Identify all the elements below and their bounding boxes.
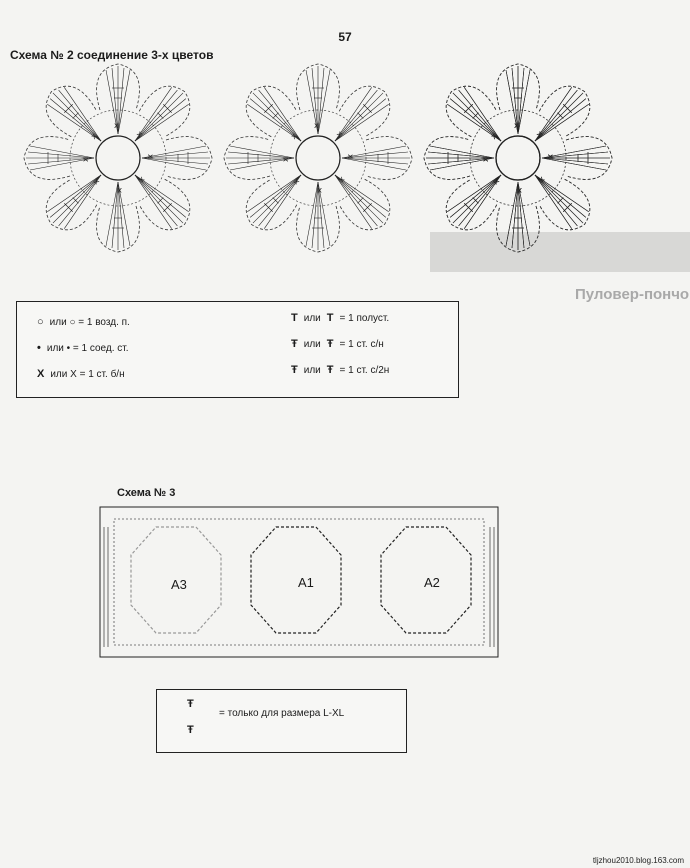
schema2-diagram: x [18, 55, 438, 265]
schema2-title: Схема № 2 соединение 3-х цветов [10, 48, 214, 62]
legend-hdc-value: = 1 полуст. [339, 312, 390, 324]
schema2-diagram-right [418, 55, 618, 265]
legend-dc [291, 338, 384, 350]
legend-tr-value: = 1 ст. с/2н [339, 364, 390, 376]
page-number: 57 [338, 30, 352, 44]
slip-stitch-icon: • [37, 342, 41, 354]
legend-slip [37, 342, 129, 354]
motif-left [24, 64, 212, 252]
legend-sc [37, 368, 125, 380]
legend-chain-text: или ○ = 1 возд. п. [49, 316, 130, 328]
half-double-alt-icon: T [326, 312, 334, 324]
legend-dc-value: = 1 ст. с/н [339, 338, 384, 350]
double-crochet-icon: Ŧ [291, 338, 298, 350]
schema3-label-a1: A1 [298, 575, 314, 590]
legend-slip-text: или • = 1 соед. ст. [46, 342, 129, 354]
motif-center [224, 64, 412, 252]
schema3-title: Схема № 3 [117, 487, 176, 499]
schema3-label-a2: A2 [424, 575, 440, 590]
legend-tr-or: или [303, 364, 321, 376]
legend-tr [291, 364, 389, 376]
legend-hdc [291, 312, 389, 324]
treble-crochet-icon: Ŧ [187, 698, 194, 710]
treble-crochet-alt-icon: Ŧ [326, 364, 334, 376]
treble-crochet-icon: Ŧ [291, 364, 298, 376]
legend-chain [37, 316, 130, 328]
half-double-icon: T [291, 312, 298, 324]
treble-crochet-alt-icon: Ŧ [187, 724, 194, 736]
double-crochet-alt-icon: Ŧ [326, 338, 334, 350]
legend-dc-or: или [303, 338, 321, 350]
legend-symbols [16, 301, 459, 398]
bleed-through-heading: Пуловер-пончо [575, 286, 690, 303]
size-note-text: = только для размера L-XL [219, 708, 345, 719]
motif-right [424, 64, 612, 252]
single-crochet-icon: X [37, 368, 45, 380]
watermark: tljzhou2010.blog.163.com [592, 856, 684, 865]
chain-icon: ○ [37, 316, 44, 328]
schema3-label-a3: A3 [171, 577, 187, 592]
legend-size-note [156, 689, 407, 753]
legend-hdc-or: или [303, 312, 321, 324]
legend-sc-text: или X = 1 ст. б/н [50, 368, 125, 380]
